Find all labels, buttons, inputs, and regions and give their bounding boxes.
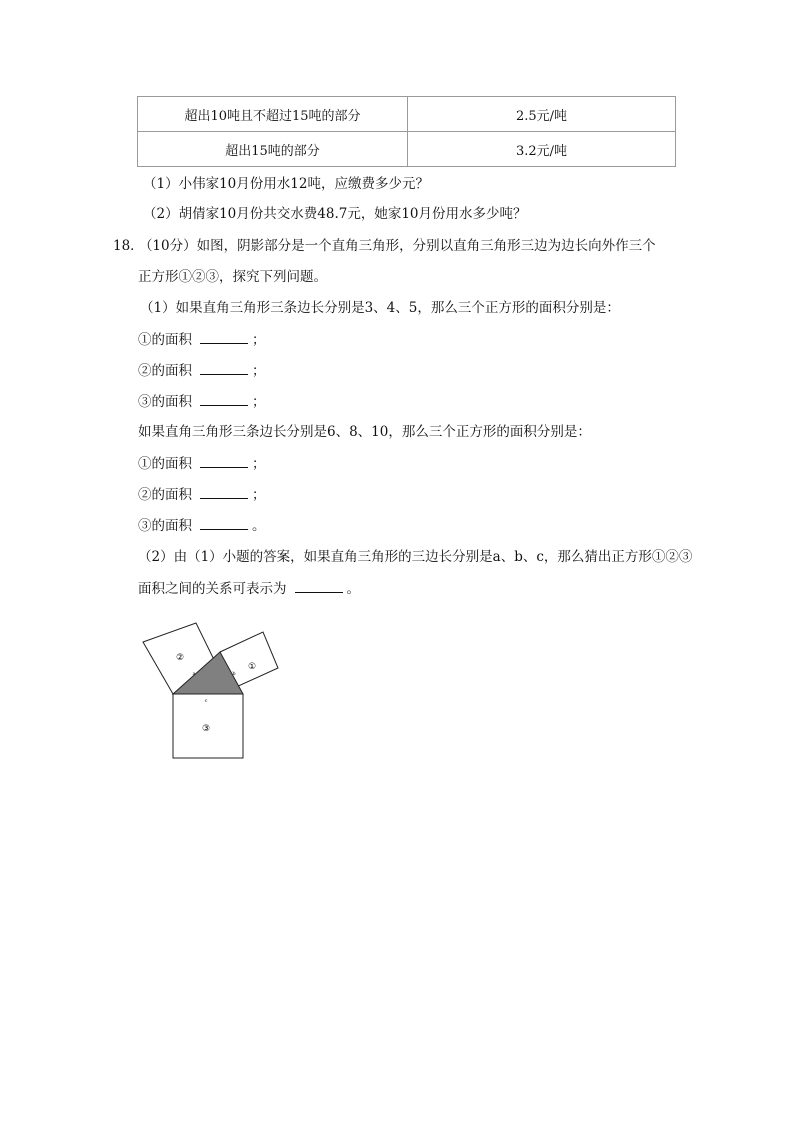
item-end: ；: [252, 332, 266, 348]
question-number: 18．: [113, 238, 144, 254]
item-label: ③的面积: [138, 394, 192, 410]
q18-part2-line2: [138, 579, 360, 598]
item-label: ②的面积: [138, 363, 192, 379]
table-cell-range: 超出10吨且不超过15吨的部分: [138, 97, 408, 132]
item-label: ①的面积: [138, 456, 192, 472]
answer-blank[interactable]: [200, 516, 248, 530]
q18-part1-item-1: [138, 330, 266, 349]
table-cell-price: 2.5元/吨: [408, 97, 676, 132]
item-end: ；: [252, 456, 266, 472]
q18-stem-line1: [113, 237, 656, 255]
answer-blank[interactable]: [200, 454, 248, 468]
q17-sub1: （1）小伟家10月份用水12吨，应缴费多少元？: [143, 176, 429, 192]
q18-part1-item-2: [138, 361, 266, 380]
answer-blank[interactable]: [200, 485, 248, 499]
item-label: ③的面积: [138, 518, 192, 534]
q18-part1b-intro: 如果直角三角形三条边长分别是6、8、10，那么三个正方形的面积分别是：: [138, 424, 591, 440]
answer-blank[interactable]: [200, 392, 248, 406]
answer-blank[interactable]: [200, 361, 248, 375]
item-end: ；: [252, 363, 266, 379]
side-label-a: a: [192, 671, 196, 677]
table-row: [138, 97, 676, 132]
answer-blank[interactable]: [200, 330, 248, 344]
table-cell-range: 超出15吨的部分: [138, 132, 408, 167]
q18-part1-item-3: [138, 392, 266, 411]
q18-part1b-item-3: [138, 516, 266, 535]
answer-blank[interactable]: [295, 579, 343, 593]
q18-stem-line2: 正方形①②③，探究下列问题。: [138, 269, 327, 285]
side-label-b: b: [232, 671, 236, 677]
square-label-3: ③: [201, 724, 211, 734]
square-label-2: ②: [175, 653, 185, 663]
item-end: 。: [252, 518, 266, 534]
table-row: [138, 132, 676, 167]
q18-stem-text: （10分）如图，阴影部分是一个直角三角形，分别以直角三角形三边为边长向外作三个: [145, 238, 656, 254]
right-triangle-squares-figure: [138, 610, 288, 765]
q18-part1b-item-1: [138, 454, 266, 473]
q18-part1b-item-2: [138, 485, 266, 504]
item-label: ①的面积: [138, 332, 192, 348]
side-label-c: c: [204, 698, 208, 704]
q17-sub2: （2）胡倩家10月份共交水费48.7元，她家10月份用水多少吨？: [143, 206, 527, 222]
q18-part1-intro: （1）如果直角三角形三条边长分别是3、4、5，那么三个正方形的面积分别是：: [140, 300, 620, 316]
part2-end: 。: [346, 581, 360, 597]
water-price-table: [137, 96, 676, 167]
item-end: ；: [252, 487, 266, 503]
table-cell-price: 3.2元/吨: [408, 132, 676, 167]
part2-prefix: 面积之间的关系可表示为: [138, 581, 287, 597]
q18-part2-line1: （2）由（1）小题的答案，如果直角三角形的三边长分别是a、b、c，那么猜出正方形①②③: [138, 549, 693, 565]
item-end: ；: [252, 394, 266, 410]
item-label: ②的面积: [138, 487, 192, 503]
square-label-1: ①: [247, 662, 257, 672]
